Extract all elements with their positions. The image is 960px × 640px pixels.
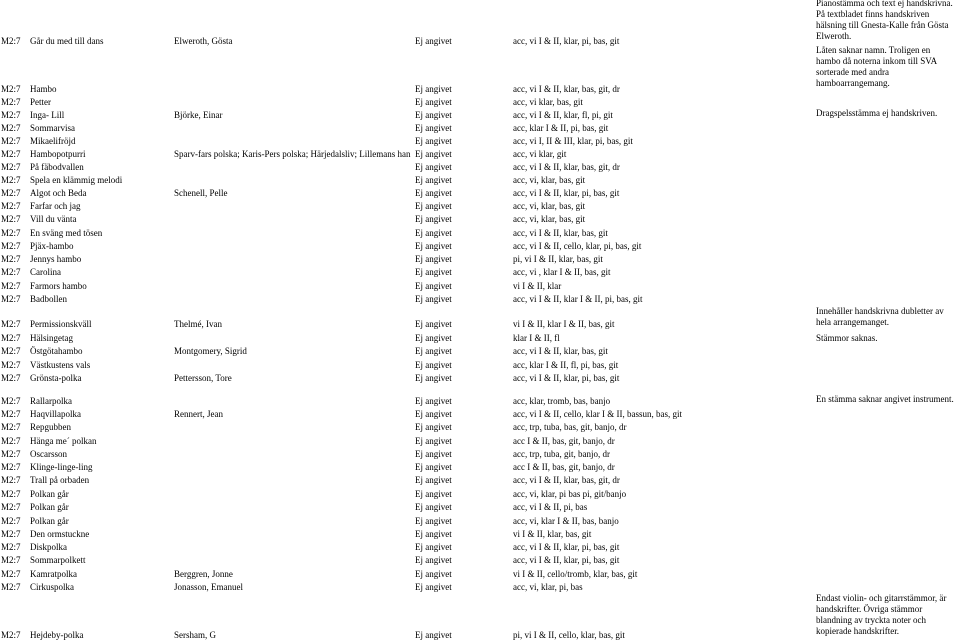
cell-instruments: vi I & II, klar, bas, git bbox=[513, 529, 592, 539]
cell-instruments: acc, trp, tuba, git, banjo, dr bbox=[513, 449, 610, 459]
cell-title: Går du med till dans bbox=[30, 36, 104, 46]
cell-instruments: acc, vi I & II, klar, bas, git bbox=[513, 228, 608, 238]
cell-instruments: acc, vi I & II, klar I & II, pi, bas, git bbox=[513, 294, 643, 304]
cell-collection-code: M2:7 bbox=[1, 569, 21, 579]
cell-collection-code: M2:7 bbox=[1, 422, 21, 432]
cell-title: Pjäx-hambo bbox=[30, 241, 74, 251]
cell-title: Polkan går bbox=[30, 489, 69, 499]
cell-instruments: acc, vi, klar, pi bas pi, git/banjo bbox=[513, 489, 627, 499]
cell-collection-code: M2:7 bbox=[1, 582, 21, 592]
cell-status: Ej angivet bbox=[415, 449, 452, 459]
cell-status: Ej angivet bbox=[415, 333, 452, 343]
cell-title: Haqvillapolka bbox=[30, 409, 81, 419]
cell-instruments: acc, vi I & II, klar, bas, git, dr bbox=[513, 84, 620, 94]
cell-collection-code: M2:7 bbox=[1, 294, 21, 304]
cell-status: Ej angivet bbox=[415, 630, 452, 640]
cell-title: Hambopotpurri bbox=[30, 149, 86, 159]
cell-status: Ej angivet bbox=[415, 436, 452, 446]
cell-instruments: vi I & II, cello/tromb, klar, bas, git bbox=[513, 569, 638, 579]
cell-instruments: acc, vi , klar I & II, bas, git bbox=[513, 267, 611, 277]
cell-collection-code: M2:7 bbox=[1, 201, 21, 211]
cell-author: Björke, Einar bbox=[174, 110, 223, 120]
cell-collection-code: M2:7 bbox=[1, 149, 21, 159]
cell-instruments: acc, vi I & II, klar, bas, git, dr bbox=[513, 475, 620, 485]
cell-collection-code: M2:7 bbox=[1, 502, 21, 512]
cell-title: Cirkuspolka bbox=[30, 582, 74, 592]
cell-instruments: klar I & II, fl bbox=[513, 333, 560, 343]
cell-title: En sväng med tösen bbox=[30, 228, 103, 238]
cell-title: Sommarvisa bbox=[30, 123, 75, 133]
cell-collection-code: M2:7 bbox=[1, 529, 21, 539]
cell-collection-code: M2:7 bbox=[1, 436, 21, 446]
cell-status: Ej angivet bbox=[415, 516, 452, 526]
cell-title: Permissionskväll bbox=[30, 319, 92, 329]
cell-instruments: acc, trp, tuba, bas, git, banjo, dr bbox=[513, 422, 627, 432]
cell-title: Petter bbox=[30, 97, 51, 107]
note-rallarpolka: En stämma saknar angivet instrument. bbox=[816, 394, 954, 404]
cell-collection-code: M2:7 bbox=[1, 241, 21, 251]
cell-instruments: acc, vi I & II, klar, pi, bas, git bbox=[513, 542, 620, 552]
cell-collection-code: M2:7 bbox=[1, 228, 21, 238]
note-hejdeby: Endast violin- och gitarrstämmor, är handskrifter. Övriga stämmor blandning av tryckta noter och kopierade handskrifter. bbox=[816, 593, 947, 636]
cell-status: Ej angivet bbox=[415, 123, 452, 133]
cell-status: Ej angivet bbox=[415, 110, 452, 120]
cell-instruments: acc, klar I & II, pi, bas, git bbox=[513, 123, 609, 133]
cell-instruments: acc, vi I & II, cello, klar I & II, bassun, bas, git bbox=[513, 409, 682, 419]
cell-collection-code: M2:7 bbox=[1, 409, 21, 419]
cell-collection-code: M2:7 bbox=[1, 267, 21, 277]
cell-collection-code: M2:7 bbox=[1, 84, 21, 94]
cell-status: Ej angivet bbox=[415, 502, 452, 512]
cell-status: Ej angivet bbox=[415, 462, 452, 472]
cell-title: Algot och Beda bbox=[30, 188, 87, 198]
cell-title: Kamratpolka bbox=[30, 569, 77, 579]
cell-instruments: vi I & II, klar I & II, bas, git bbox=[513, 319, 615, 329]
cell-collection-code: M2:7 bbox=[1, 123, 21, 133]
cell-collection-code: M2:7 bbox=[1, 136, 21, 146]
cell-instruments: acc, vi, klar I & II, bas, banjo bbox=[513, 516, 619, 526]
cell-author: Berggren, Jonne bbox=[174, 569, 233, 579]
cell-instruments: pi, vi I & II, cello, klar, bas, git bbox=[513, 630, 625, 640]
cell-instruments: acc, vi I, II & III, klar, pi, bas, git bbox=[513, 136, 633, 146]
cell-title: Spela en klämmig melodi bbox=[30, 175, 123, 185]
cell-status: Ej angivet bbox=[415, 228, 452, 238]
cell-instruments: vi I & II, klar bbox=[513, 281, 562, 291]
cell-instruments: acc, klar, tromb, bas, banjo bbox=[513, 396, 611, 406]
cell-title: Farmors hambo bbox=[30, 281, 87, 291]
cell-title: Badbollen bbox=[30, 294, 67, 304]
cell-collection-code: M2:7 bbox=[1, 373, 21, 383]
cell-instruments: acc, vi I & II, klar, bas, git, dr bbox=[513, 162, 620, 172]
cell-author: Jonasson, Emanuel bbox=[174, 582, 243, 592]
cell-status: Ej angivet bbox=[415, 267, 452, 277]
cell-collection-code: M2:7 bbox=[1, 462, 21, 472]
cell-author: Sparv-fars polska; Karis-Pers polska; Härjedalsliv; Lillemans han bbox=[174, 149, 411, 159]
cell-collection-code: M2:7 bbox=[1, 630, 21, 640]
cell-instruments: acc, vi, klar, bas, git bbox=[513, 175, 586, 185]
cell-title: Repgubben bbox=[30, 422, 71, 432]
cell-status: Ej angivet bbox=[415, 422, 452, 432]
cell-collection-code: M2:7 bbox=[1, 214, 21, 224]
cell-author: Rennert, Jean bbox=[174, 409, 223, 419]
cell-collection-code: M2:7 bbox=[1, 333, 21, 343]
cell-title: Diskpolka bbox=[30, 542, 67, 552]
cell-title: Hambo bbox=[30, 84, 57, 94]
cell-title: Klinge-linge-ling bbox=[30, 462, 93, 472]
cell-instruments: acc, vi I & II, pi, bas bbox=[513, 502, 588, 512]
cell-collection-code: M2:7 bbox=[1, 36, 21, 46]
cell-author: Thelmé, Ivan bbox=[174, 319, 222, 329]
note-badbollen: Innehåller handskrivna dubletter av hela arrangemanget. bbox=[816, 306, 944, 327]
cell-status: Ej angivet bbox=[415, 569, 452, 579]
cell-author: Pettersson, Tore bbox=[174, 373, 232, 383]
cell-instruments: acc, vi I & II, klar, bas, git bbox=[513, 346, 608, 356]
cell-status: Ej angivet bbox=[415, 175, 452, 185]
cell-status: Ej angivet bbox=[415, 294, 452, 304]
cell-collection-code: M2:7 bbox=[1, 281, 21, 291]
cell-collection-code: M2:7 bbox=[1, 360, 21, 370]
cell-status: Ej angivet bbox=[415, 84, 452, 94]
cell-status: Ej angivet bbox=[415, 489, 452, 499]
cell-instruments: acc, vi, klar, pi, bas bbox=[513, 582, 583, 592]
cell-status: Ej angivet bbox=[415, 36, 452, 46]
cell-instruments: acc, vi, klar, bas, git bbox=[513, 214, 586, 224]
cell-title: Polkan går bbox=[30, 516, 69, 526]
note-inga-lill: Dragspelsstämma ej handskriven. bbox=[816, 108, 938, 118]
cell-status: Ej angivet bbox=[415, 201, 452, 211]
cell-instruments: acc I & II, bas, git, banjo, dr bbox=[513, 462, 615, 472]
cell-author: Schenell, Pelle bbox=[174, 188, 228, 198]
cell-status: Ej angivet bbox=[415, 360, 452, 370]
cell-status: Ej angivet bbox=[415, 162, 452, 172]
cell-title: Rallarpolka bbox=[30, 396, 72, 406]
cell-status: Ej angivet bbox=[415, 149, 452, 159]
cell-collection-code: M2:7 bbox=[1, 175, 21, 185]
cell-instruments: acc, vi I & II, cello, klar, pi, bas, git bbox=[513, 241, 642, 251]
cell-title: Farfar och jag bbox=[30, 201, 81, 211]
cell-title: Mikaelifröjd bbox=[30, 136, 76, 146]
cell-title: Vill du vänta bbox=[30, 214, 77, 224]
cell-instruments: acc, vi klar, git bbox=[513, 149, 567, 159]
cell-status: Ej angivet bbox=[415, 188, 452, 198]
cell-title: Hänga me´ polkan bbox=[30, 436, 97, 446]
cell-collection-code: M2:7 bbox=[1, 162, 21, 172]
cell-instruments: acc, klar I & II, fl, pi, bas, git bbox=[513, 360, 619, 370]
cell-instruments: pi, vi I & II, klar, bas, git bbox=[513, 254, 603, 264]
cell-author: Montgomery, Sigrid bbox=[174, 346, 247, 356]
cell-collection-code: M2:7 bbox=[1, 319, 21, 329]
cell-status: Ej angivet bbox=[415, 97, 452, 107]
cell-status: Ej angivet bbox=[415, 475, 452, 485]
cell-collection-code: M2:7 bbox=[1, 110, 21, 120]
cell-title: Polkan går bbox=[30, 502, 69, 512]
cell-title: Oscarsson bbox=[30, 449, 67, 459]
cell-status: Ej angivet bbox=[415, 529, 452, 539]
cell-instruments: acc I & II, bas, git, banjo, dr bbox=[513, 436, 615, 446]
cell-status: Ej angivet bbox=[415, 136, 452, 146]
cell-status: Ej angivet bbox=[415, 241, 452, 251]
cell-collection-code: M2:7 bbox=[1, 97, 21, 107]
cell-status: Ej angivet bbox=[415, 346, 452, 356]
cell-title: Sommarpolkett bbox=[30, 555, 86, 565]
cell-collection-code: M2:7 bbox=[1, 475, 21, 485]
cell-author: Sersham, G bbox=[174, 630, 216, 640]
cell-title: Trall på orbaden bbox=[30, 475, 90, 485]
cell-title: Inga- Lill bbox=[30, 110, 65, 120]
cell-status: Ej angivet bbox=[415, 254, 452, 264]
note-gar-du-med: Pianostämma och text ej handskrivna. På textbladet finns handskriven hälsning till Gnesta-Kalle från Gösta Elweroth. bbox=[816, 0, 953, 41]
cell-status: Ej angivet bbox=[415, 396, 452, 406]
note-halsingetag: Stämmor saknas. bbox=[816, 333, 878, 343]
cell-title: På fäbodvallen bbox=[30, 162, 84, 172]
cell-title: Carolina bbox=[30, 267, 61, 277]
cell-title: Västkustens vals bbox=[30, 360, 91, 370]
cell-status: Ej angivet bbox=[415, 582, 452, 592]
cell-title: Jennys hambo bbox=[30, 254, 82, 264]
cell-title: Grönsta-polka bbox=[30, 373, 82, 383]
cell-collection-code: M2:7 bbox=[1, 396, 21, 406]
cell-instruments: acc, vi I & II, klar, pi, bas, git bbox=[513, 188, 620, 198]
cell-collection-code: M2:7 bbox=[1, 555, 21, 565]
cell-title: Hejdeby-polka bbox=[30, 630, 84, 640]
cell-instruments: acc, vi I & II, klar, pi, bas, git bbox=[513, 373, 620, 383]
cell-status: Ej angivet bbox=[415, 319, 452, 329]
cell-status: Ej angivet bbox=[415, 281, 452, 291]
cell-instruments: acc, vi I & II, klar, pi, bas, git bbox=[513, 555, 620, 565]
cell-title: Den ormstuckne bbox=[30, 529, 90, 539]
cell-collection-code: M2:7 bbox=[1, 489, 21, 499]
cell-instruments: acc, vi, klar, bas, git bbox=[513, 201, 586, 211]
note-hambo: Låten saknar namn. Troligen en hambo då noterna inkom till SVA sorterade med andra hamboarrangemang. bbox=[816, 45, 937, 88]
cell-collection-code: M2:7 bbox=[1, 542, 21, 552]
cell-instruments: acc, vi I & II, klar, pi, bas, git bbox=[513, 36, 620, 46]
cell-instruments: acc, vi klar, bas, git bbox=[513, 97, 583, 107]
cell-title: Östgötahambo bbox=[30, 346, 83, 356]
cell-collection-code: M2:7 bbox=[1, 188, 21, 198]
cell-status: Ej angivet bbox=[415, 542, 452, 552]
cell-status: Ej angivet bbox=[415, 373, 452, 383]
cell-collection-code: M2:7 bbox=[1, 449, 21, 459]
cell-status: Ej angivet bbox=[415, 409, 452, 419]
cell-collection-code: M2:7 bbox=[1, 254, 21, 264]
cell-status: Ej angivet bbox=[415, 555, 452, 565]
cell-instruments: acc, vi I & II, klar, fl, pi, git bbox=[513, 110, 613, 120]
cell-status: Ej angivet bbox=[415, 214, 452, 224]
cell-title: Hälsingetag bbox=[30, 333, 73, 343]
cell-collection-code: M2:7 bbox=[1, 346, 21, 356]
cell-collection-code: M2:7 bbox=[1, 516, 21, 526]
cell-author: Elweroth, Gösta bbox=[174, 36, 233, 46]
